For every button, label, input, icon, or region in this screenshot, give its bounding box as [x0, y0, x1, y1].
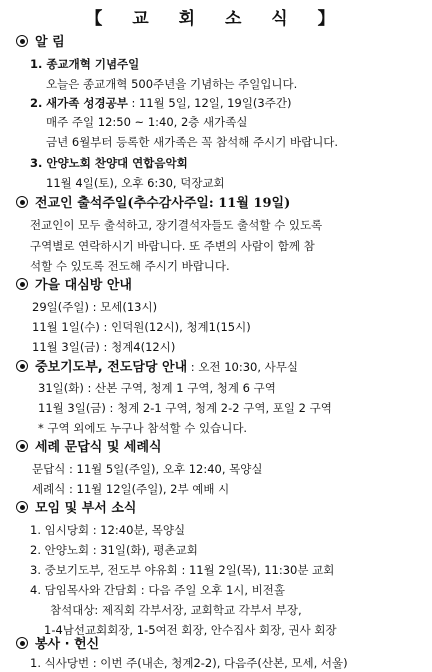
bullet-icon	[16, 278, 28, 290]
attendance-line-3: 석할 수 있도록 전도해 주시기 바랍니다.	[30, 259, 230, 273]
meetings-line-4: 4. 담임목사와 간담회 : 다음 주일 오후 1시, 비전홀	[30, 583, 286, 597]
bullet-icon	[16, 360, 28, 372]
bullet-icon	[16, 440, 28, 452]
section-heading: 봉사 · 헌신	[35, 637, 100, 652]
service-line-1: 1. 식사당번 : 이번 주(내손, 청계2-2), 다음주(산본, 모세, 서울)	[30, 656, 348, 670]
item-number: 3.	[30, 156, 43, 170]
item-title: 종교개혁 기념주일	[46, 57, 140, 71]
bullet-icon	[16, 35, 28, 47]
announce-item-3-title	[30, 155, 188, 171]
attendance-line-2: 구역별로 연락하시기 바랍니다. 또 주변의 사람이 함께 참	[30, 239, 315, 253]
section-heading: 모임 및 부서 소식	[35, 501, 137, 516]
section-attendance-sunday	[16, 196, 290, 212]
baptism-line-2: 세례식 : 11월 12일(주일), 2부 예배 시	[32, 482, 230, 496]
item-number: 2.	[30, 96, 43, 110]
item-detail: : 11월 5일, 12일, 19일(3주간)	[127, 96, 292, 110]
baptism-line-1: 문답식 : 11월 5일(주일), 오후 12:40, 목양실	[32, 462, 263, 476]
item-title: 안양노회 찬양대 연합음악회	[46, 156, 188, 170]
visits-line-2: 11월 1일(수) : 인덕원(12시), 청계1(15시)	[32, 320, 251, 334]
section-heading: 가을 대심방 안내	[35, 278, 132, 293]
prayer-line-1: 31일(화) : 산본 구역, 청계 1 구역, 청계 6 구역	[38, 381, 276, 395]
prayer-line-3: * 구역 외에도 누구나 참석할 수 있습니다.	[38, 421, 248, 435]
announce-item-2-line-1: 매주 주일 12:50 ~ 1:40, 2층 새가족실	[46, 115, 248, 129]
section-service	[16, 637, 99, 653]
announce-item-1-line: 오늘은 종교개혁 500주년을 기념하는 주일입니다.	[46, 77, 298, 91]
visits-line-1: 29일(주일) : 모세(13시)	[32, 300, 158, 314]
section-heading: 세례 문답식 및 세례식	[35, 440, 162, 455]
meetings-line-1: 1. 임시당회 : 12:40분, 목양실	[30, 523, 186, 537]
bullet-icon	[16, 196, 28, 208]
visits-line-3: 11월 3일(금) : 청계4(12시)	[32, 340, 176, 354]
announce-item-2-title	[30, 95, 291, 111]
meetings-line-2: 2. 안양노회 : 31일(화), 평촌교회	[30, 543, 198, 557]
attendance-line-1: 전교인이 모두 출석하고, 장기결석자들도 출석할 수 있도록	[30, 218, 323, 232]
bullet-icon	[16, 501, 28, 513]
page-title: 【 교 회 소 식 】	[85, 9, 347, 29]
section-heading: 전교인 출석주일(추수감사주일: 11월 19일)	[35, 196, 291, 211]
prayer-line-2: 11월 3일(금) : 청계 2-1 구역, 청계 2-2 구역, 포일 2 구역	[38, 401, 332, 415]
meetings-line-3: 3. 중보기도부, 전도부 야유회 : 11월 2일(목), 11:30분 교회	[30, 563, 335, 577]
announce-item-3-line: 11월 4일(토), 오후 6:30, 덕장교회	[46, 176, 225, 190]
section-autumn-visits	[16, 278, 132, 294]
bullet-icon	[16, 637, 28, 649]
section-heading: 중보기도부, 전도담당 안내	[35, 360, 188, 375]
announce-item-1-title	[30, 56, 139, 72]
section-detail: : 오전 10:30, 사무실	[187, 360, 298, 374]
meetings-line-6: 1-4남선교회회장, 1-5여전 회장, 안수집사 회장, 권사 회장	[44, 623, 337, 637]
item-number: 1.	[30, 57, 43, 71]
section-meetings	[16, 501, 136, 517]
section-heading: 알 림	[35, 35, 65, 50]
section-baptism	[16, 440, 162, 456]
item-title: 새가족 성경공부	[46, 96, 128, 110]
section-announcements	[16, 35, 65, 51]
meetings-line-5: 참석대상: 제직회 각부서장, 교회학교 각부서 부장,	[50, 603, 302, 617]
announce-item-2-line-2: 금년 6월부터 등록한 새가족은 꼭 참석해 주시기 바랍니다.	[46, 135, 339, 149]
section-intercession	[16, 359, 298, 376]
